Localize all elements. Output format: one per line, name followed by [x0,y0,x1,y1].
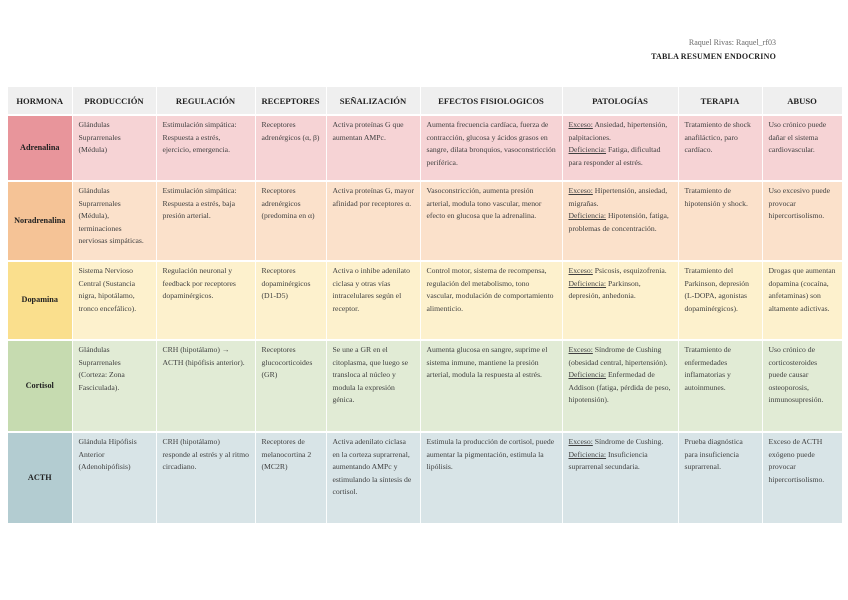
effects-cell: Estimula la producción de cortisol, puede aumentar la pigmentación, estimula la lipólisis. [420,432,562,524]
table-row [8,181,842,261]
deficiency-text: Fatiga, dificultad para responder al estrés. [568,145,661,167]
abuse-cell: Uso crónico de corticosteroides puede causar osteoporosis, inmunosupresión. [762,340,842,432]
excess-label: Exceso: [568,345,593,354]
excess-text: Ansiedad, hipertensión, palpitaciones. [568,120,668,142]
receptors-cell: Receptores adrenérgicos (α, β) [255,115,326,181]
signaling-cell: Activa proteínas G que aumentan AMPc. [326,115,420,181]
table-row [8,115,842,181]
pathologies-cell [562,432,678,524]
deficiency-text: Hipotensión, fatiga, problemas de concentración. [568,211,669,233]
effects-cell: Aumenta glucosa en sangre, suprime el sistema inmune, mantiene la presión arterial, modula la respuesta al estrés. [420,340,562,432]
receptors-cell: Receptores dopaminérgicos (D1-D5) [255,261,326,340]
production-cell: Glándula Hipófisis Anterior (Adenohipófisis) [72,432,156,524]
table-header-row [8,87,842,115]
receptors-cell: Receptores de melanocortina 2 (MC2R) [255,432,326,524]
effects-cell: Aumenta frecuencia cardíaca, fuerza de contracción, glucosa y ácidos grasos en sangre, dilata bronquios, vasoconstricción periférica. [420,115,562,181]
author-credit: Raquel Rivas: Raquel_rf03 [688,38,776,47]
deficiency-label: Deficiencia: [568,449,607,459]
production-cell: Glándulas Suprarrenales (Médula) [72,115,156,181]
column-header: TERAPIA [678,87,762,115]
therapy-cell: Tratamiento de enfermedades inflamatorias y autoinmunes. [678,340,762,432]
regulation-cell: CRH (hipotálamo) → ACTH (hipófisis anterior). [156,340,255,432]
hormone-name: ACTH [8,432,72,524]
receptors-cell: Receptores adrenérgicos (predomina en α) [255,181,326,261]
pathologies-cell [562,181,678,261]
excess-text: Hipertensión, ansiedad, migrañas. [568,186,668,208]
excess-label: Exceso: [568,437,593,446]
abuse-cell: Uso excesivo puede provocar hipercortisolismo. [762,181,842,261]
document-title: TABLA RESUMEN ENDOCRINO [651,52,776,61]
column-header: EFECTOS FISIOLOGICOS [420,87,562,115]
signaling-cell: Activa adenilato ciclasa en la corteza suprarrenal, aumentando AMPc y estimulando la síntesis de cortisol. [326,432,420,524]
excess-label: Exceso: [568,266,593,275]
production-cell: Glándulas Suprarrenales (Médula), terminaciones nerviosas simpáticas. [72,181,156,261]
production-cell: Sistema Nervioso Central (Sustancia nigra, hipotálamo, tronco encefálico). [72,261,156,340]
deficiency-text: Enfermedad de Addison (fatiga, pérdida de peso, hipotensión). [568,370,671,405]
excess-text: Síndrome de Cushing. [594,437,664,446]
hormone-name: Dopamina [8,261,72,340]
hormone-name: Noradrenalina [8,181,72,261]
regulation-cell: CRH (hipotálamo) responde al estrés y al ritmo circadiano. [156,432,255,524]
excess-text: Psicosis, esquizofrenia. [594,266,667,275]
pathologies-cell [562,261,678,340]
table-row [8,261,842,340]
table-row [8,432,842,524]
effects-cell: Vasoconstricción, aumenta presión arterial, modula tono vascular, menor efecto en glucosa que la adrenalina. [420,181,562,261]
deficiency-label: Deficiencia: [568,278,607,288]
abuse-cell: Drogas que aumentan dopamina (cocaína, anfetaminas) son altamente adictivas. [762,261,842,340]
hormone-name: Cortisol [8,340,72,432]
deficiency-text: Parkinson, depresión, anhedonia. [568,278,641,301]
deficiency-text: Insuficiencia suprarrenal secundaria. [568,449,648,472]
regulation-cell: Estimulación simpática: Respuesta a estrés, ejercicio, emergencia. [156,115,255,181]
column-header: ABUSO [762,87,842,115]
pathologies-cell [562,115,678,181]
pathologies-cell [562,340,678,432]
signaling-cell: Activa o inhibe adenilato ciclasa y otras vías intracelulares según el receptor. [326,261,420,340]
therapy-cell: Tratamiento de hipotensión y shock. [678,181,762,261]
therapy-cell: Tratamiento de shock anafiláctico, paro cardíaco. [678,115,762,181]
deficiency-label: Deficiencia: [568,211,607,221]
table-row [8,340,842,432]
abuse-cell: Exceso de ACTH exógeno puede provocar hipercortisolismo. [762,432,842,524]
deficiency-label: Deficiencia: [568,145,607,155]
excess-text: Síndrome de Cushing (obesidad central, hipertensión). [568,345,668,367]
abuse-cell: Uso crónico puede dañar el sistema cardiovascular. [762,115,842,181]
therapy-cell: Tratamiento del Parkinson, depresión (L-DOPA, agonistas dopaminérgicos). [678,261,762,340]
deficiency-label: Deficiencia: [568,370,607,380]
column-header: PATOLOGÍAS [562,87,678,115]
excess-label: Exceso: [568,186,593,195]
regulation-cell: Regulación neuronal y feedback por receptores dopaminérgicos. [156,261,255,340]
therapy-cell: Prueba diagnóstica para insuficiencia suprarrenal. [678,432,762,524]
column-header: REGULACIÓN [156,87,255,115]
column-header: HORMONA [8,87,72,115]
column-header: PRODUCCIÓN [72,87,156,115]
endocrine-summary-table [8,87,843,525]
column-header: SEÑALIZACIÓN [326,87,420,115]
hormone-name: Adrenalina [8,115,72,181]
regulation-cell: Estimulación simpática: Respuesta a estrés, baja presión arterial. [156,181,255,261]
receptors-cell: Receptores glucocorticoides (GR) [255,340,326,432]
excess-label: Exceso: [568,120,593,129]
effects-cell: Control motor, sistema de recompensa, regulación del metabolismo, tono vascular, modulación de comportamiento alimenticio. [420,261,562,340]
production-cell: Glándulas Suprarrenales (Corteza: Zona Fasciculada). [72,340,156,432]
column-header: RECEPTORES [255,87,326,115]
signaling-cell: Se une a GR en el citoplasma, que luego se transloca al núcleo y modula la expresión génica. [326,340,420,432]
signaling-cell: Activa proteínas G, mayor afinidad por receptores α. [326,181,420,261]
